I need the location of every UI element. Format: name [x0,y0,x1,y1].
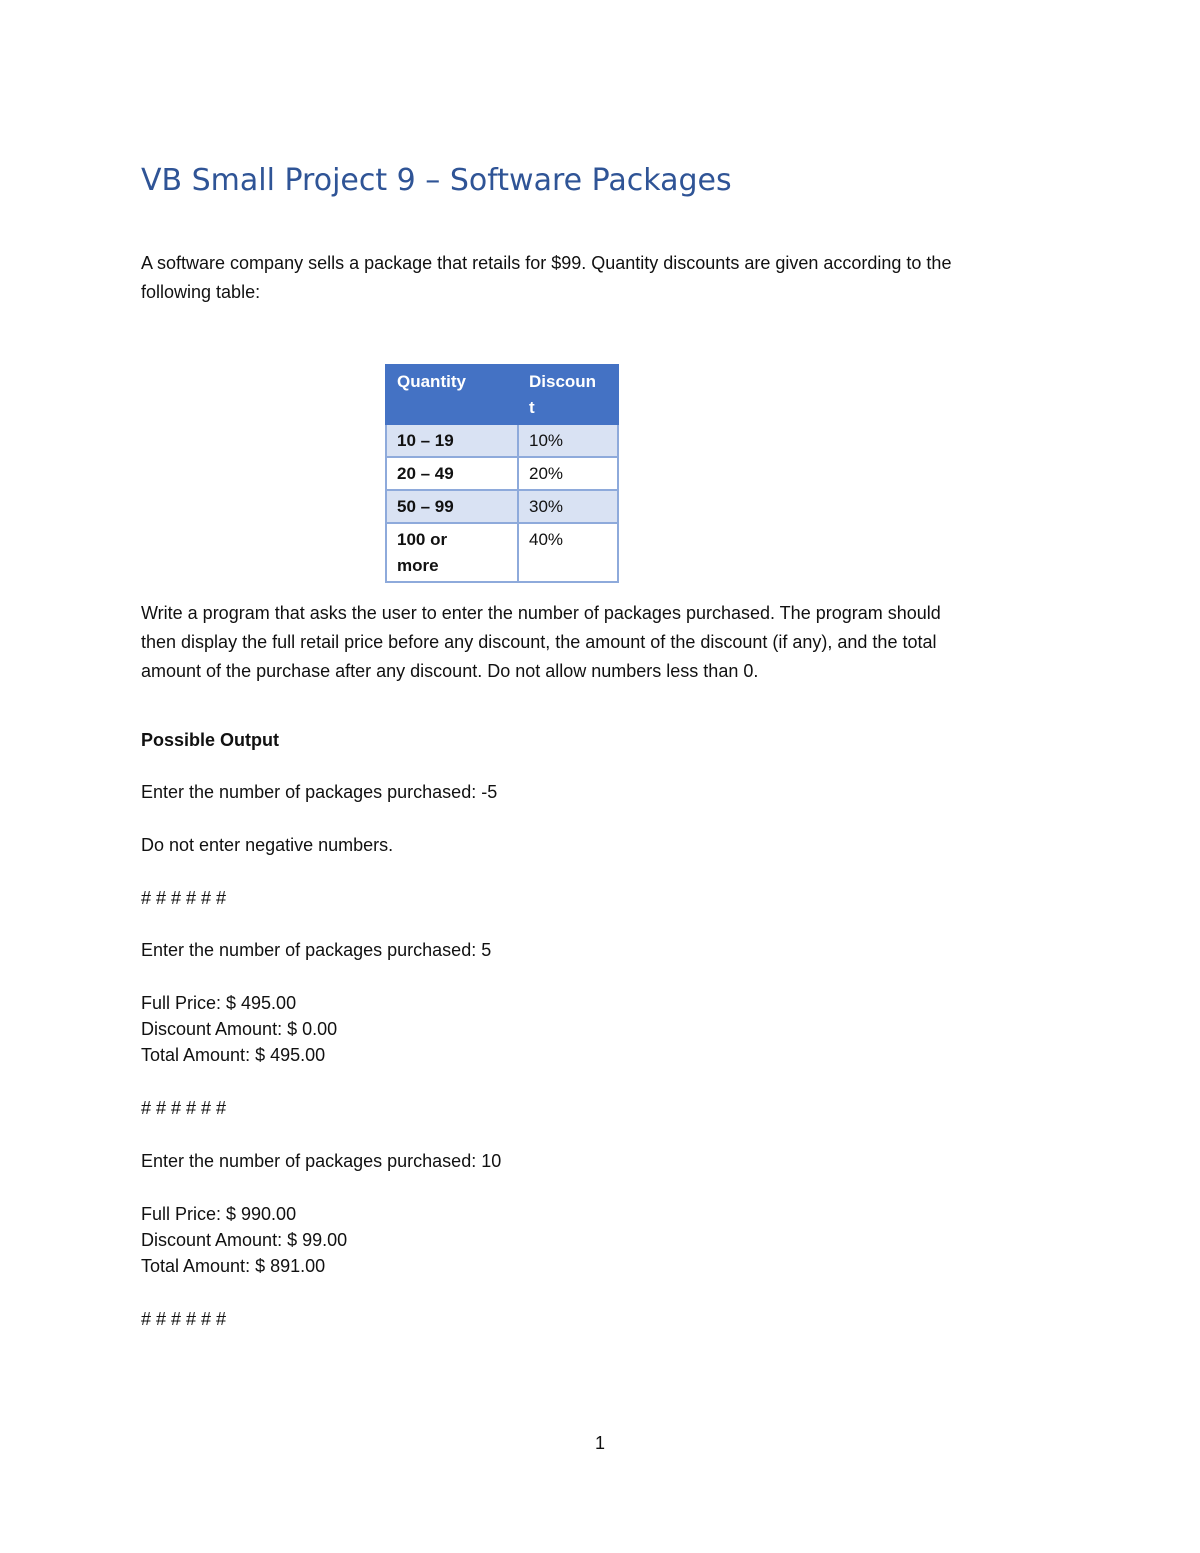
header-discount: Discoun t [518,365,618,424]
output-line: Discount Amount: $ 0.00 [141,1019,338,1039]
page-number: 1 [594,1433,605,1453]
table-header-row [386,365,618,424]
discount-cell: 30% [518,490,618,523]
document-title: VB Small Project 9 – Software Packages [141,163,732,198]
intro-paragraph: A software company sells a package that retails for $99. Quantity discounts are given according to the following table: [141,253,952,302]
separator-line: # # # # # # [141,888,227,908]
separator-line: # # # # # # [141,1098,227,1118]
quantity-cell: 100 or more [386,523,518,582]
output-heading: Possible Output [141,730,280,750]
output-line: Enter the number of packages purchased: -5 [141,782,498,802]
quantity-cell: 20 – 49 [386,457,518,490]
table-row [386,490,618,523]
output-line: Discount Amount: $ 99.00 [141,1230,348,1250]
discount-cell: 10% [518,424,618,457]
output-line: Enter the number of packages purchased: 5 [141,940,492,960]
instructions-paragraph: Write a program that asks the user to enter the number of packages purchased. The program should then display the full retail price before any discount, the amount of the discount (if any), and the total amount of the purchase after any discount. Do not allow numbers less than 0. [141,603,941,681]
quantity-cell: 50 – 99 [386,490,518,523]
output-line: Full Price: $ 495.00 [141,993,297,1013]
discount-table [385,364,619,583]
discount-cell: 20% [518,457,618,490]
output-line: Total Amount: $ 891.00 [141,1256,326,1276]
table-row [386,424,618,457]
output-line: Total Amount: $ 495.00 [141,1045,326,1065]
output-line: Do not enter negative numbers. [141,835,394,855]
table-row [386,457,618,490]
discount-cell: 40% [518,523,618,582]
output-line: Full Price: $ 990.00 [141,1204,297,1224]
header-quantity: Quantity [386,365,518,424]
separator-line: # # # # # # [141,1309,227,1329]
output-line: Enter the number of packages purchased: 10 [141,1151,502,1171]
table-row [386,523,618,582]
quantity-cell: 10 – 19 [386,424,518,457]
